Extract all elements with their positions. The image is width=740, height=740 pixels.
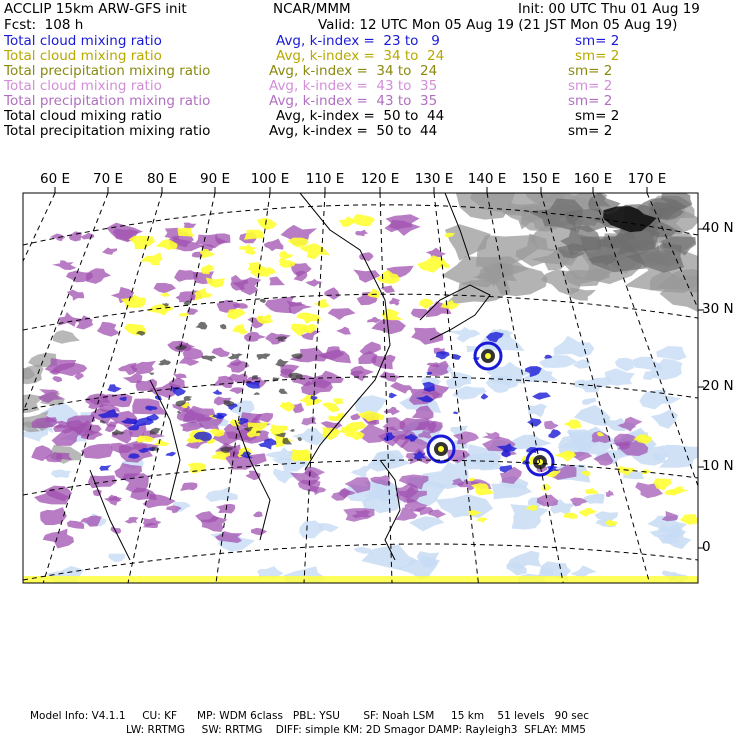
precip-shading	[343, 508, 374, 522]
legend-level-range: Avg, k-index = 43 to 35	[269, 93, 438, 109]
precip-shading	[358, 351, 377, 364]
legend-field-name: Total cloud mixing ratio	[4, 48, 162, 64]
midcloud-shading	[206, 278, 225, 288]
precip-shading	[253, 511, 263, 517]
midcloud-shading	[554, 451, 576, 462]
precip-shading	[86, 268, 111, 284]
midcloud-shading	[542, 483, 551, 491]
precip-shading	[215, 233, 230, 244]
cloud-shading	[571, 566, 597, 578]
legend-field-name: Total precipitation mixing ratio	[4, 93, 211, 109]
heavy-precip-shading	[273, 377, 280, 381]
cloud-shading	[108, 554, 125, 563]
precip-shading	[125, 517, 139, 524]
heavy-precip-shading	[228, 353, 243, 359]
precip-shading	[251, 528, 267, 535]
heavy-precip-shading	[220, 324, 226, 330]
midcloud-shading	[299, 395, 323, 406]
legend-level-range: Avg, k-index = 23 to 9	[276, 33, 440, 49]
legend-smoothing: sm= 2	[575, 33, 620, 49]
precip-shading	[81, 444, 113, 459]
init-time: Init: 00 UTC Thu 01 Aug 19	[518, 1, 700, 17]
precip-shading	[105, 424, 116, 432]
precip-shading	[212, 347, 231, 357]
typhoon-center	[485, 353, 491, 359]
longitude-label: 130 E	[414, 171, 454, 187]
precip-shading	[355, 230, 368, 237]
midcloud-shading	[160, 293, 170, 298]
rainband-shading	[99, 465, 111, 471]
cloud-shading	[651, 409, 678, 428]
rainband-shading	[107, 384, 122, 392]
precip-shading	[264, 239, 284, 252]
legend-field-name: Total cloud mixing ratio	[4, 33, 162, 49]
longitude-label: 80 E	[147, 171, 177, 187]
cloud-shading	[351, 466, 371, 480]
midcloud-shading	[141, 252, 163, 265]
rainband-shading	[213, 389, 222, 395]
midcloud-shading	[279, 402, 295, 412]
precip-shading	[50, 234, 66, 242]
midcloud-shading	[296, 313, 321, 324]
heavy-precip-shading	[195, 322, 207, 330]
rainband-shading	[436, 351, 450, 359]
map-contents	[0, 181, 740, 591]
precip-shading	[97, 322, 120, 337]
precip-shading	[384, 407, 401, 416]
precip-shading	[52, 260, 76, 270]
midcloud-shading	[333, 398, 344, 405]
midcloud-shading	[227, 309, 246, 320]
legend-field-name: Total cloud mixing ratio	[4, 108, 162, 124]
legend-field-name: Total cloud mixing ratio	[4, 78, 162, 94]
longitude-label: 90 E	[200, 171, 230, 187]
longitude-label: 110 E	[305, 171, 345, 187]
heavy-precip-shading	[257, 353, 271, 360]
midcloud-shading	[382, 309, 404, 321]
precip-shading	[324, 287, 339, 300]
heavy-precip-shading	[253, 392, 259, 395]
precip-shading	[482, 432, 500, 440]
longitude-label: 120 E	[360, 171, 400, 187]
precip-shading	[43, 529, 74, 549]
cloud-shading	[582, 398, 597, 405]
cloud-shading	[656, 346, 687, 361]
precip-shading	[229, 387, 244, 394]
precip-shading	[312, 371, 344, 389]
midcloud-shading	[476, 518, 487, 524]
latitude-label: 20 N	[702, 378, 734, 394]
rainband-shading	[532, 393, 551, 400]
organization-label: NCAR/MMM	[273, 1, 351, 17]
longitude-label: 140 E	[467, 171, 507, 187]
midcloud-shading	[313, 299, 329, 308]
midcloud-shading	[244, 230, 264, 240]
precip-shading	[353, 270, 380, 283]
heavy-precip-shading	[290, 429, 295, 432]
precip-shading	[102, 248, 117, 255]
latitude-label: 0	[702, 539, 711, 555]
midcloud-shading	[187, 463, 205, 474]
precip-shading	[88, 475, 117, 488]
legend-field-name: Total precipitation mixing ratio	[4, 123, 211, 139]
longitude-label: 60 E	[40, 171, 70, 187]
rainband-shading	[165, 452, 176, 457]
longitude-label: 160 E	[573, 171, 613, 187]
longitude-label: 150 E	[521, 171, 561, 187]
heavy-precip-shading	[149, 373, 154, 375]
longitude-label: 100 E	[250, 171, 290, 187]
longitude-label: 70 E	[93, 171, 123, 187]
forecast-hour: Fcst: 108 h	[4, 17, 84, 33]
cloud-shading	[205, 486, 238, 502]
precip-shading	[195, 511, 219, 523]
legend-level-range: Avg, k-index = 34 to 24	[269, 63, 438, 79]
precip-shading	[67, 290, 84, 301]
latitude-label: 30 N	[702, 301, 734, 317]
precip-shading	[544, 421, 559, 430]
heavy-precip-shading	[260, 299, 266, 303]
precip-shading	[605, 490, 614, 497]
cloud-shading	[639, 389, 681, 409]
coastline	[150, 380, 180, 500]
legend-smoothing: sm= 2	[568, 78, 613, 94]
heavy-precip-shading	[279, 389, 288, 394]
high-cloud-shading	[53, 330, 80, 344]
legend-smoothing: sm= 2	[568, 123, 613, 139]
midcloud-shading	[129, 236, 155, 249]
precip-shading	[118, 363, 137, 376]
midcloud-shading	[232, 324, 248, 335]
midcloud-shading	[239, 244, 257, 250]
rainband-shading	[548, 429, 560, 438]
rainband-shading	[389, 393, 398, 399]
precip-shading	[40, 507, 67, 525]
precip-shading	[80, 233, 94, 240]
rainband-shading	[527, 418, 542, 427]
longitude-label: 170 E	[627, 171, 667, 187]
precip-shading	[244, 332, 266, 342]
typhoon-center	[438, 446, 444, 452]
heavy-precip-shading	[201, 355, 217, 361]
legend-field-name: Total precipitation mixing ratio	[4, 63, 211, 79]
latitude-label: 40 N	[702, 220, 734, 236]
latitude-label: 10 N	[702, 458, 734, 474]
precip-shading	[180, 422, 205, 432]
legend-level-range: Avg, k-index = 34 to 24	[276, 48, 445, 64]
cloud-shading	[539, 355, 578, 368]
precip-shading	[180, 482, 197, 491]
legend-smoothing: sm= 2	[568, 93, 613, 109]
longitude-line	[380, 193, 392, 583]
equator-cloud-band	[23, 576, 698, 583]
rainband-shading	[481, 393, 489, 399]
legend-smoothing: sm= 2	[575, 108, 620, 124]
heavy-precip-shading	[158, 359, 171, 366]
cloud-shading	[554, 336, 595, 358]
heavy-precip-shading	[288, 373, 303, 379]
midcloud-shading	[351, 214, 375, 226]
rainband-shading	[453, 411, 459, 414]
midcloud-shading	[177, 228, 194, 237]
legend-level-range: Avg, k-index = 50 to 44	[276, 108, 445, 124]
midcloud-shading	[194, 288, 213, 301]
valid-time: Valid: 12 UTC Mon 05 Aug 19 (21 JST Mon 05 Aug 19)	[318, 17, 678, 33]
midcloud-shading	[300, 243, 330, 259]
precip-shading	[336, 327, 351, 335]
midcloud-shading	[579, 508, 598, 517]
precip-shading	[389, 298, 400, 306]
precip-shading	[76, 315, 93, 329]
model-info-line-1: Model Info: V4.1.1 CU: KF MP: WDM 6class PBL: YSU SF: Noah LSM 15 km 51 levels 90 sec	[30, 710, 589, 722]
precip-shading	[216, 504, 235, 514]
legend-level-range: Avg, k-index = 50 to 44	[269, 123, 438, 139]
cloud-shading	[51, 469, 72, 478]
precip-shading	[390, 382, 413, 394]
precip-shading	[52, 376, 62, 382]
legend-smoothing: sm= 2	[568, 63, 613, 79]
precip-shading	[269, 277, 285, 286]
cloud-shading	[448, 327, 481, 343]
plot-title: ACCLIP 15km ARW-GFS init	[4, 1, 187, 17]
precip-shading	[308, 485, 327, 495]
precip-shading	[154, 283, 177, 293]
midcloud-shading	[257, 218, 278, 230]
midcloud-shading	[585, 488, 599, 495]
midcloud-shading	[563, 420, 582, 429]
heavy-precip-shading	[150, 428, 161, 435]
precip-shading	[301, 416, 316, 425]
cloud-shading	[353, 547, 372, 554]
high-cloud-shading	[0, 394, 44, 413]
precip-shading	[328, 308, 356, 320]
legend-level-range: Avg, k-index = 43 to 35	[269, 78, 438, 94]
legend-smoothing: sm= 2	[575, 48, 620, 64]
model-info-line-2: LW: RRTMG SW: RRTMG DIFF: simple KM: 2D Smagor DAMP: Rayleigh3 SFLAY: MM5	[126, 724, 586, 736]
heavy-precip-shading	[224, 400, 235, 406]
midcloud-shading	[471, 483, 495, 495]
